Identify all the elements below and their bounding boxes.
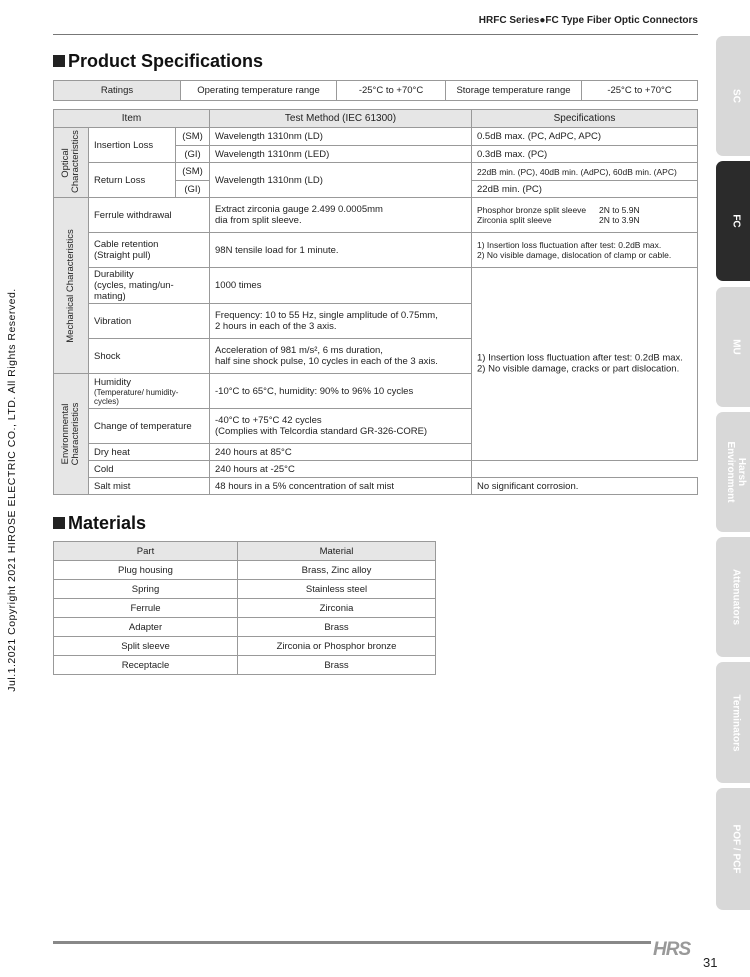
material-cell: Zirconia or Phosphor bronze (238, 637, 436, 656)
return-loss-method: Wavelength 1310nm (LD) (210, 163, 472, 198)
material-cell: Brass (238, 618, 436, 637)
ferrule-withdrawal-label: Ferrule withdrawal (89, 198, 210, 233)
page-number: 31 (703, 955, 718, 970)
materials-heading (53, 513, 146, 534)
salt-mist-label: Salt mist (89, 478, 210, 495)
shock-method: Acceleration of 981 m/s², 6 ms duration, half sine shock pulse, 10 cycles in each of the 3 axis. (210, 339, 472, 374)
material-cell: Stainless steel (238, 580, 436, 599)
tab-terminators[interactable]: Terminators (716, 662, 750, 783)
cable-retention-label: Cable retention (Straight pull) (89, 233, 210, 268)
tab-harsh-environment[interactable]: Harsh Environment (716, 412, 750, 532)
test-method-header: Test Method (IEC 61300) (210, 110, 472, 128)
durability-method: 1000 times (210, 268, 472, 304)
insertion-loss-sm-method: Wavelength 1310nm (LD) (210, 128, 472, 146)
salt-mist-row (54, 478, 698, 495)
copyright-sidebar (2, 270, 22, 710)
specifications-header: Specifications (472, 110, 698, 128)
optical-group-label: Optical Characteristics (54, 128, 89, 198)
table-row (54, 656, 436, 675)
environmental-group-label: Environmental Characteristics (54, 374, 89, 495)
specifications-table (53, 109, 698, 495)
product-specifications-heading (53, 51, 263, 72)
item-header: Item (54, 110, 210, 128)
vibration-method: Frequency: 10 to 55 Hz, single amplitude of 0.75mm, 2 hours in each of the 3 axis. (210, 304, 472, 339)
dry-heat-label: Dry heat (89, 444, 210, 461)
tab-mu[interactable]: MU (716, 287, 750, 407)
material-cell: Brass (238, 656, 436, 675)
footer-rule (53, 941, 651, 944)
humidity-method: -10°C to 65°C, humidity: 90% to 96% 10 cycles (210, 374, 472, 409)
ferrule-withdrawal-row (54, 198, 698, 233)
part-cell: Adapter (54, 618, 238, 637)
materials-title: Materials (68, 513, 147, 533)
table-row (54, 637, 436, 656)
shared-mechanical-environmental-spec: 1) Insertion loss fluctuation after test: 0.2dB max. 2) No visible damage, cracks or part dislocation. (472, 268, 698, 461)
shock-label: Shock (89, 339, 210, 374)
part-cell: Receptacle (54, 656, 238, 675)
materials-table (53, 541, 436, 675)
part-cell: Split sleeve (54, 637, 238, 656)
humidity-label: Humidity (Temperature/ humidity- cycles) (89, 374, 210, 409)
material-cell: Brass, Zinc alloy (238, 561, 436, 580)
tab-sc[interactable]: SC (716, 36, 750, 156)
table-row (54, 561, 436, 580)
salt-mist-spec: No significant corrosion. (472, 478, 698, 495)
copyright-text: Jul.1.2021 Copyright 2021 HIROSE ELECTRIC CO., LTD. All Rights Reserved. (6, 288, 18, 692)
insertion-loss-label: Insertion Loss (89, 128, 176, 163)
spec-header-row (54, 110, 698, 128)
header-rule (53, 34, 698, 35)
return-loss-sm-spec: 22dB min. (PC), 40dB min. (AdPC), 60dB min. (APC) (472, 163, 698, 181)
materials-header-row (54, 542, 436, 561)
salt-mist-method: 48 hours in a 5% concentration of salt mist (210, 478, 472, 495)
tab-pof-pcf[interactable]: POF / PCF (716, 788, 750, 910)
return-loss-gi-spec: 22dB min. (PC) (472, 181, 698, 198)
material-cell: Zirconia (238, 599, 436, 618)
durability-label: Durability (cycles, mating/un-mating) (89, 268, 210, 304)
tab-fc[interactable]: FC (716, 161, 750, 281)
heading-square-icon (53, 55, 65, 67)
return-loss-sm-tag: (SM) (176, 163, 210, 181)
storage-temp-label: Storage temperature range (446, 81, 582, 101)
hrs-logo: HRS (653, 939, 691, 960)
ratings-row (54, 81, 698, 101)
ratings-label: Ratings (54, 81, 181, 101)
operating-temp-value: -25°C to +70°C (337, 81, 446, 101)
part-cell: Ferrule (54, 599, 238, 618)
insertion-loss-gi-method: Wavelength 1310nm (LED) (210, 146, 472, 163)
return-loss-gi-tag: (GI) (176, 181, 210, 198)
ratings-table (53, 80, 698, 101)
cold-row (54, 461, 698, 478)
cold-method: 240 hours at -25°C (210, 461, 472, 478)
insertion-loss-sm-row (54, 128, 698, 146)
insertion-loss-gi-tag: (GI) (176, 146, 210, 163)
temperature-change-label: Change of temperature (89, 409, 210, 444)
operating-temp-label: Operating temperature range (181, 81, 337, 101)
part-cell: Spring (54, 580, 238, 599)
return-loss-sm-row (54, 163, 698, 181)
temperature-change-method: -40°C to +75°C 42 cycles (Complies with Telcordia standard GR-326-CORE) (210, 409, 472, 444)
mechanical-group-label: Mechanical Characteristics (54, 198, 89, 374)
insertion-loss-sm-tag: (SM) (176, 128, 210, 146)
durability-row (54, 268, 698, 304)
return-loss-label: Return Loss (89, 163, 176, 198)
vibration-label: Vibration (89, 304, 210, 339)
page-header-title: HRFC Series●FC Type Fiber Optic Connectors (478, 15, 698, 26)
material-header: Material (238, 542, 436, 561)
insertion-loss-sm-spec: 0.5dB max. (PC, AdPC, APC) (472, 128, 698, 146)
product-specifications-title: Product Specifications (68, 51, 264, 71)
table-row (54, 618, 436, 637)
cable-retention-spec: 1) Insertion loss fluctuation after test: 0.2dB max. 2) No visible damage, dislocation of clamp or cable. (472, 233, 698, 268)
cable-retention-method: 98N tensile load for 1 minute. (210, 233, 472, 268)
tab-attenuators[interactable]: Attenuators (716, 537, 750, 657)
storage-temp-value: -25°C to +70°C (582, 81, 698, 101)
table-row (54, 580, 436, 599)
heading-square-icon (53, 517, 65, 529)
table-row (54, 599, 436, 618)
cold-label: Cold (89, 461, 210, 478)
insertion-loss-gi-spec: 0.3dB max. (PC) (472, 146, 698, 163)
dry-heat-method: 240 hours at 85°C (210, 444, 472, 461)
part-header: Part (54, 542, 238, 561)
ferrule-withdrawal-spec: Phosphor bronze split sleeve 2N to 5.9N Zirconia split sleeve 2N to 3.9N (472, 198, 698, 233)
cable-retention-row (54, 233, 698, 268)
part-cell: Plug housing (54, 561, 238, 580)
ferrule-withdrawal-method: Extract zirconia gauge 2.499 0.0005mm dia from split sleeve. (210, 198, 472, 233)
